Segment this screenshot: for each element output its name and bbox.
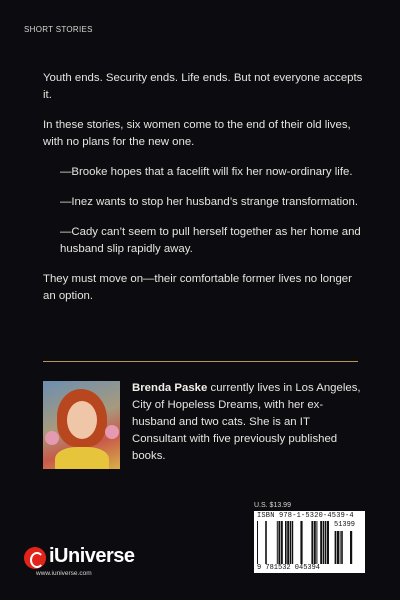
barcode-stripe	[281, 521, 283, 564]
blurb-item-brooke: —Brooke hopes that a facelift will fix her now-ordinary life.	[60, 166, 353, 178]
barcode-stripe	[265, 521, 267, 564]
barcode-stripe	[287, 521, 289, 564]
barcode-stripe	[316, 521, 317, 564]
barcode-stripe	[340, 531, 341, 564]
author-shirt	[55, 447, 109, 469]
publisher-name: iUniverse	[49, 545, 135, 567]
barcode-stripe	[285, 521, 287, 564]
blurb-closing: They must move on—their comfortable former lives no longer an option.	[43, 273, 352, 302]
iuniverse-logo-icon	[24, 547, 46, 569]
barcode-stripe	[323, 521, 324, 564]
blurb-intro: In these stories, six women come to the end of their old lives, with no plans for the new one.	[43, 119, 351, 148]
publisher-url: www.iuniverse.com	[36, 570, 92, 577]
barcode-stripe	[277, 521, 278, 564]
barcode-stripe	[290, 521, 291, 564]
barcode-stripe	[327, 521, 329, 564]
barcode-stripe	[257, 521, 258, 564]
price-label: U.S. $13.99	[254, 502, 291, 509]
barcode-stripe	[278, 521, 280, 564]
blurb	[43, 70, 363, 318]
author-name: Brenda Paske	[132, 382, 208, 394]
barcode-stripe	[337, 531, 339, 564]
flower-decoration	[45, 431, 59, 445]
barcode-stripe	[350, 531, 352, 564]
addon-code: 51399	[334, 521, 356, 529]
blurb-opening: Youth ends. Security ends. Life ends. But not everyone accepts it.	[43, 72, 363, 101]
barcode-stripe	[335, 531, 337, 564]
barcode-stripe	[311, 521, 313, 564]
barcode-stripe	[292, 521, 294, 564]
barcode-digits: 9 781532 045394	[257, 564, 321, 572]
barcode-stripe	[314, 521, 316, 564]
author-bio	[132, 380, 364, 465]
author-bio-text: currently lives in Los Angeles, City of Hopeless Dreams, with her ex-husband and two cats. She is an IT Consultant with five previously published books.	[132, 382, 361, 462]
isbn-text: ISBN 978-1-5320-4539-4	[257, 512, 354, 520]
flower-decoration	[105, 425, 119, 439]
addon-barcode-bars	[333, 531, 362, 564]
category-label: SHORT STORIES	[24, 25, 93, 34]
barcode	[254, 511, 365, 573]
divider-rule	[43, 361, 358, 362]
author-photo	[43, 381, 120, 469]
barcode-stripe	[325, 521, 327, 564]
blurb-item-inez: —Inez wants to stop her husband’s strange transformation.	[60, 196, 359, 208]
barcode-bars	[257, 521, 329, 564]
barcode-stripe	[300, 521, 302, 564]
barcode-stripe	[341, 531, 343, 564]
publisher-logo	[24, 545, 184, 585]
barcode-stripe	[320, 521, 322, 564]
blurb-item-cady: —Cady can’t seem to pull herself together as her home and husband slip rapidly away.	[60, 226, 361, 255]
author-face	[67, 401, 97, 439]
